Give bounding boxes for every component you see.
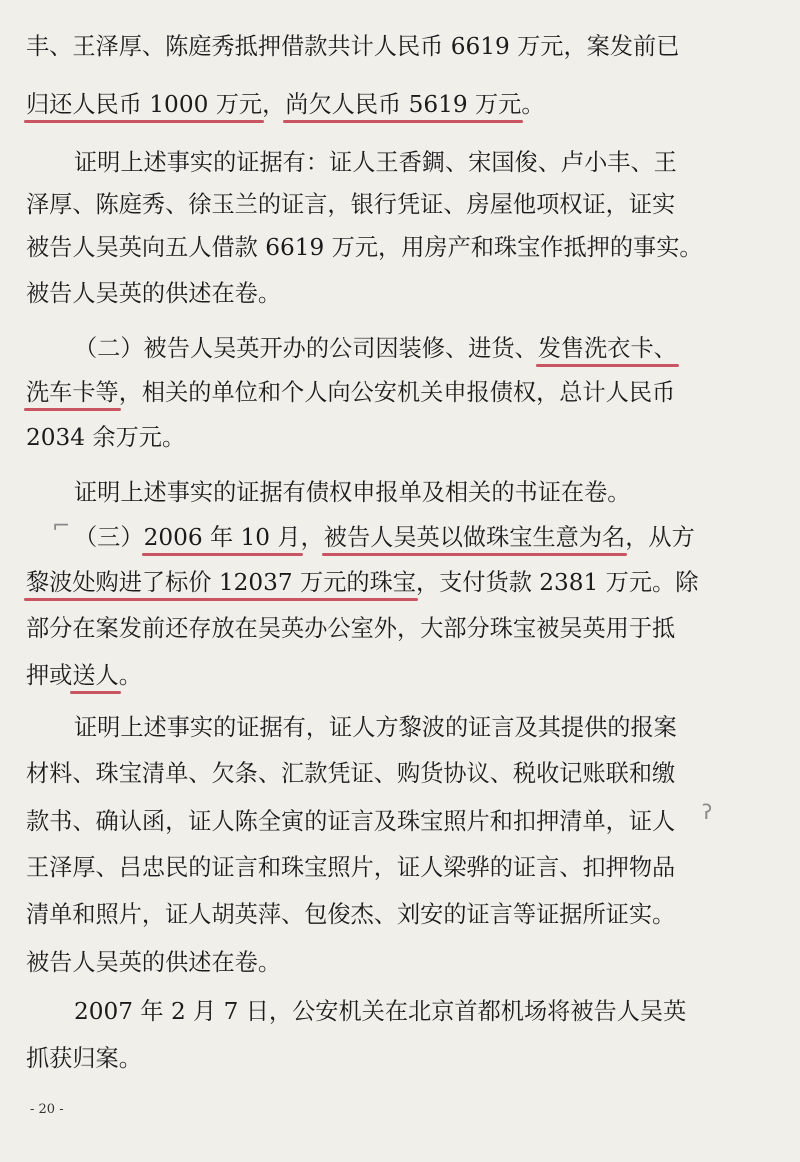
underlined-segment: 送人 <box>72 662 119 689</box>
text-line <box>26 900 675 930</box>
text-segment: ，支付货款 2381 万元。除 <box>415 569 699 596</box>
text-segment: 被告人吴英的供述在卷。 <box>26 280 282 307</box>
text-segment: 材料、珠宝清单、欠条、汇款凭证、购货协议、税收记账联和缴 <box>26 760 676 787</box>
text-segment: 清单和照片，证人胡英萍、包俊杰、刘安的证言等证据所证实。 <box>26 901 676 928</box>
text-line <box>74 148 677 178</box>
text-segment: ，相关的单位和个人向公安机关申报债权，总计人民币 <box>118 379 676 406</box>
text-segment: （三） <box>74 524 144 551</box>
text-segment: 证明上述事实的证据有，证人方黎波的证言及其提供的报案 <box>74 714 677 741</box>
text-line <box>26 423 185 453</box>
text-segment: 2007 年 2 月 7 日，公安机关在北京首都机场将被告人吴英 <box>74 998 687 1025</box>
text-line <box>26 190 675 220</box>
text-line <box>26 661 142 691</box>
text-segment: 2034 余万元。 <box>26 424 186 451</box>
underlined-segment: 尚欠人民币 5619 万元 <box>285 91 522 118</box>
text-line <box>74 334 677 364</box>
text-segment: 丰、王泽厚、陈庭秀抵押借款共计人民币 6619 万元，案发前已 <box>26 33 680 60</box>
text-segment: 。 <box>521 91 545 118</box>
text-segment: 部分在案发前还存放在吴英办公室外，大部分珠宝被吴英用于抵 <box>26 615 676 642</box>
text-segment: ， <box>262 91 286 118</box>
text-segment: 泽厚、陈庭秀、徐玉兰的证言，银行凭证、房屋他项权证，证实 <box>26 191 676 218</box>
underlined-segment: 洗车卡等 <box>26 379 119 406</box>
text-line <box>74 478 631 508</box>
text-line <box>26 378 675 408</box>
text-line <box>26 948 281 978</box>
text-line <box>26 853 675 883</box>
text-segment: ，从方 <box>625 524 695 551</box>
text-segment: 被告人吴英的供述在卷。 <box>26 949 282 976</box>
text-segment: 款书、确认函，证人陈全寅的证言及珠宝照片和扣押清单，证人 <box>26 808 676 835</box>
text-segment: 被告人吴英向五人借款 6619 万元，用房产和珠宝作抵押的事实。 <box>26 234 703 261</box>
text-line <box>26 90 545 120</box>
text-line <box>26 568 698 598</box>
text-segment: 。 <box>118 662 142 689</box>
text-line <box>26 1044 142 1074</box>
text-line <box>26 807 675 837</box>
pencil-mark-icon: ʔ <box>702 800 713 824</box>
text-segment: 证明上述事实的证据有债权申报单及相关的书证在卷。 <box>74 479 631 506</box>
underlined-segment: 发售洗衣卡、 <box>537 335 677 362</box>
text-line <box>74 523 695 553</box>
underlined-segment: 被告人吴英以做珠宝生意为名 <box>323 524 626 551</box>
text-segment: ， <box>300 524 324 551</box>
text-segment: （二）被告人吴英开办的公司因装修、进货、 <box>74 335 538 362</box>
text-line <box>26 279 281 309</box>
text-line <box>26 759 675 789</box>
text-line <box>74 997 686 1027</box>
underlined-segment: 归还人民币 1000 万元 <box>26 91 263 118</box>
text-line <box>26 233 703 263</box>
text-line <box>26 32 679 62</box>
underlined-segment: 黎波处购进了标价 12037 万元的珠宝 <box>26 569 416 596</box>
text-segment: 证明上述事实的证据有：证人王香錭、宋国俊、卢小丰、王 <box>74 149 677 176</box>
text-line <box>74 713 677 743</box>
underlined-segment: 2006 年 10 月 <box>143 524 301 551</box>
page-number: - 20 - <box>30 1102 64 1117</box>
text-line <box>26 614 675 644</box>
pencil-mark-icon: ⌐ <box>52 514 71 539</box>
text-segment: 抓获归案。 <box>26 1045 142 1072</box>
text-segment: 王泽厚、吕忠民的证言和珠宝照片，证人梁骅的证言、扣押物品 <box>26 854 676 881</box>
text-segment: 押或 <box>26 662 73 689</box>
